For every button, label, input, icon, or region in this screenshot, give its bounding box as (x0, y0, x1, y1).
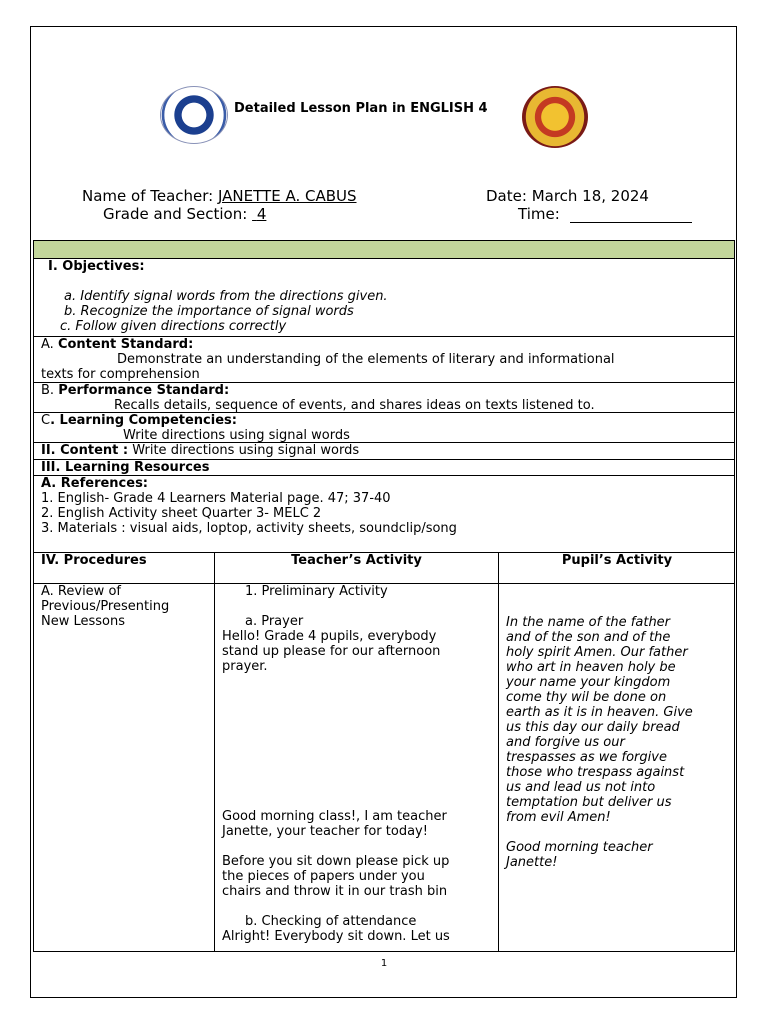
time-label: Time: (518, 205, 560, 223)
section-prefix: A. (41, 337, 54, 352)
division-seal-logo (522, 86, 588, 148)
objectives-heading: I. Objectives: (48, 259, 145, 274)
pupil-activity-column-header: Pupil’s Activity (561, 553, 673, 568)
content-standard-section (33, 337, 735, 383)
pupil-prayer-text: In the name of the father and of the son and of the holy spirit Amen. Our father who art in heaven holy be your name your kingdom come thy wil be done on earth as it is in heaven. Give us this day our daily bread and forgive us our trespasses as we forgive those who trespass against us and lead us not into temptation but deliver us from evil Amen! (506, 615, 693, 825)
performance-standard-text: Recalls details, sequence of events, and shares ideas on texts listened to. (114, 398, 595, 413)
learning-competencies-text: Write directions using signal words (123, 428, 350, 443)
time-blank (570, 209, 692, 223)
time-line (518, 205, 692, 223)
teacher-name-line (82, 187, 357, 205)
section-prefix: B. (41, 383, 55, 398)
preliminary-activity-label: 1. Preliminary Activity (245, 584, 388, 599)
pupil-greeting-text: Good morning teacher Janette! (506, 840, 653, 870)
section-prefix: C (41, 413, 51, 428)
learning-competencies-heading: . Learning Competencies: (50, 413, 237, 428)
teacher-label: Name of Teacher: (82, 187, 214, 205)
objectives-section (33, 259, 735, 337)
learning-resources-section (33, 460, 735, 476)
reference-item: 2. English Activity sheet Quarter 3- MELC 2 (41, 506, 322, 521)
reference-item: 1. English- Grade 4 Learners Material page. 47; 37-40 (41, 491, 391, 506)
page-number: 1 (380, 958, 388, 969)
objective-item: a. Identify signal words from the directions given. (64, 289, 388, 304)
learning-competencies-section (33, 413, 735, 443)
table-header-bar (33, 240, 735, 259)
content-standard-heading: Content Standard: (57, 337, 194, 352)
date-line (486, 187, 649, 205)
column-divider (214, 553, 215, 951)
column-divider (498, 553, 499, 951)
deped-seal-logo (160, 86, 228, 144)
teacher-instruction-text: Before you sit down please pick up the pieces of papers under you chairs and throw it in our trash bin (222, 854, 450, 899)
procedure-step-label: A. Review of Previous/Presenting New Lessons (41, 584, 170, 629)
content-heading: II. Content : (41, 443, 129, 458)
reference-item: 3. Materials : visual aids, loptop, activity sheets, soundclip/song (41, 521, 457, 536)
date-value: March 18, 2024 (531, 187, 649, 205)
objective-item: b. Recognize the importance of signal words (64, 304, 354, 319)
content-standard-text-cont: texts for comprehension (41, 367, 200, 382)
content-standard-text: Demonstrate an understanding of the elements of literary and informational (117, 352, 615, 367)
prayer-label: a. Prayer (245, 614, 304, 629)
performance-standard-section (33, 383, 735, 413)
grade-label: Grade and Section: (103, 205, 248, 223)
document-title: Detailed Lesson Plan in ENGLISH 4 (234, 101, 488, 116)
teacher-name: JANETTE A. CABUS (218, 187, 357, 205)
document-header (160, 86, 590, 148)
attendance-text: Alright! Everybody sit down. Let us (222, 929, 450, 944)
teacher-prayer-text: Hello! Grade 4 pupils, everybody stand up please for our afternoon prayer. (222, 629, 441, 674)
teacher-greeting-text: Good morning class!, I am teacher Janette, your teacher for today! (222, 809, 447, 839)
grade-section-line (103, 205, 372, 223)
grade-value: 4 (256, 205, 267, 223)
procedures-table (33, 553, 735, 952)
learning-resources-heading: III. Learning Resources (41, 460, 210, 475)
objective-item: c. Follow given directions correctly (60, 319, 287, 334)
references-heading: A. References: (41, 476, 149, 491)
pupil-activity-cell (506, 615, 734, 870)
teacher-activity-column-header: Teacher’s Activity (291, 553, 422, 568)
teacher-activity-cell (222, 584, 496, 944)
content-text: Write directions using signal words (132, 443, 360, 458)
date-label: Date: (486, 187, 527, 205)
performance-standard-heading: Performance Standard: (58, 383, 230, 398)
procedures-column-header: IV. Procedures (41, 553, 147, 568)
attendance-label: b. Checking of attendance (245, 914, 417, 929)
content-section (33, 443, 735, 460)
references-section (33, 476, 735, 553)
